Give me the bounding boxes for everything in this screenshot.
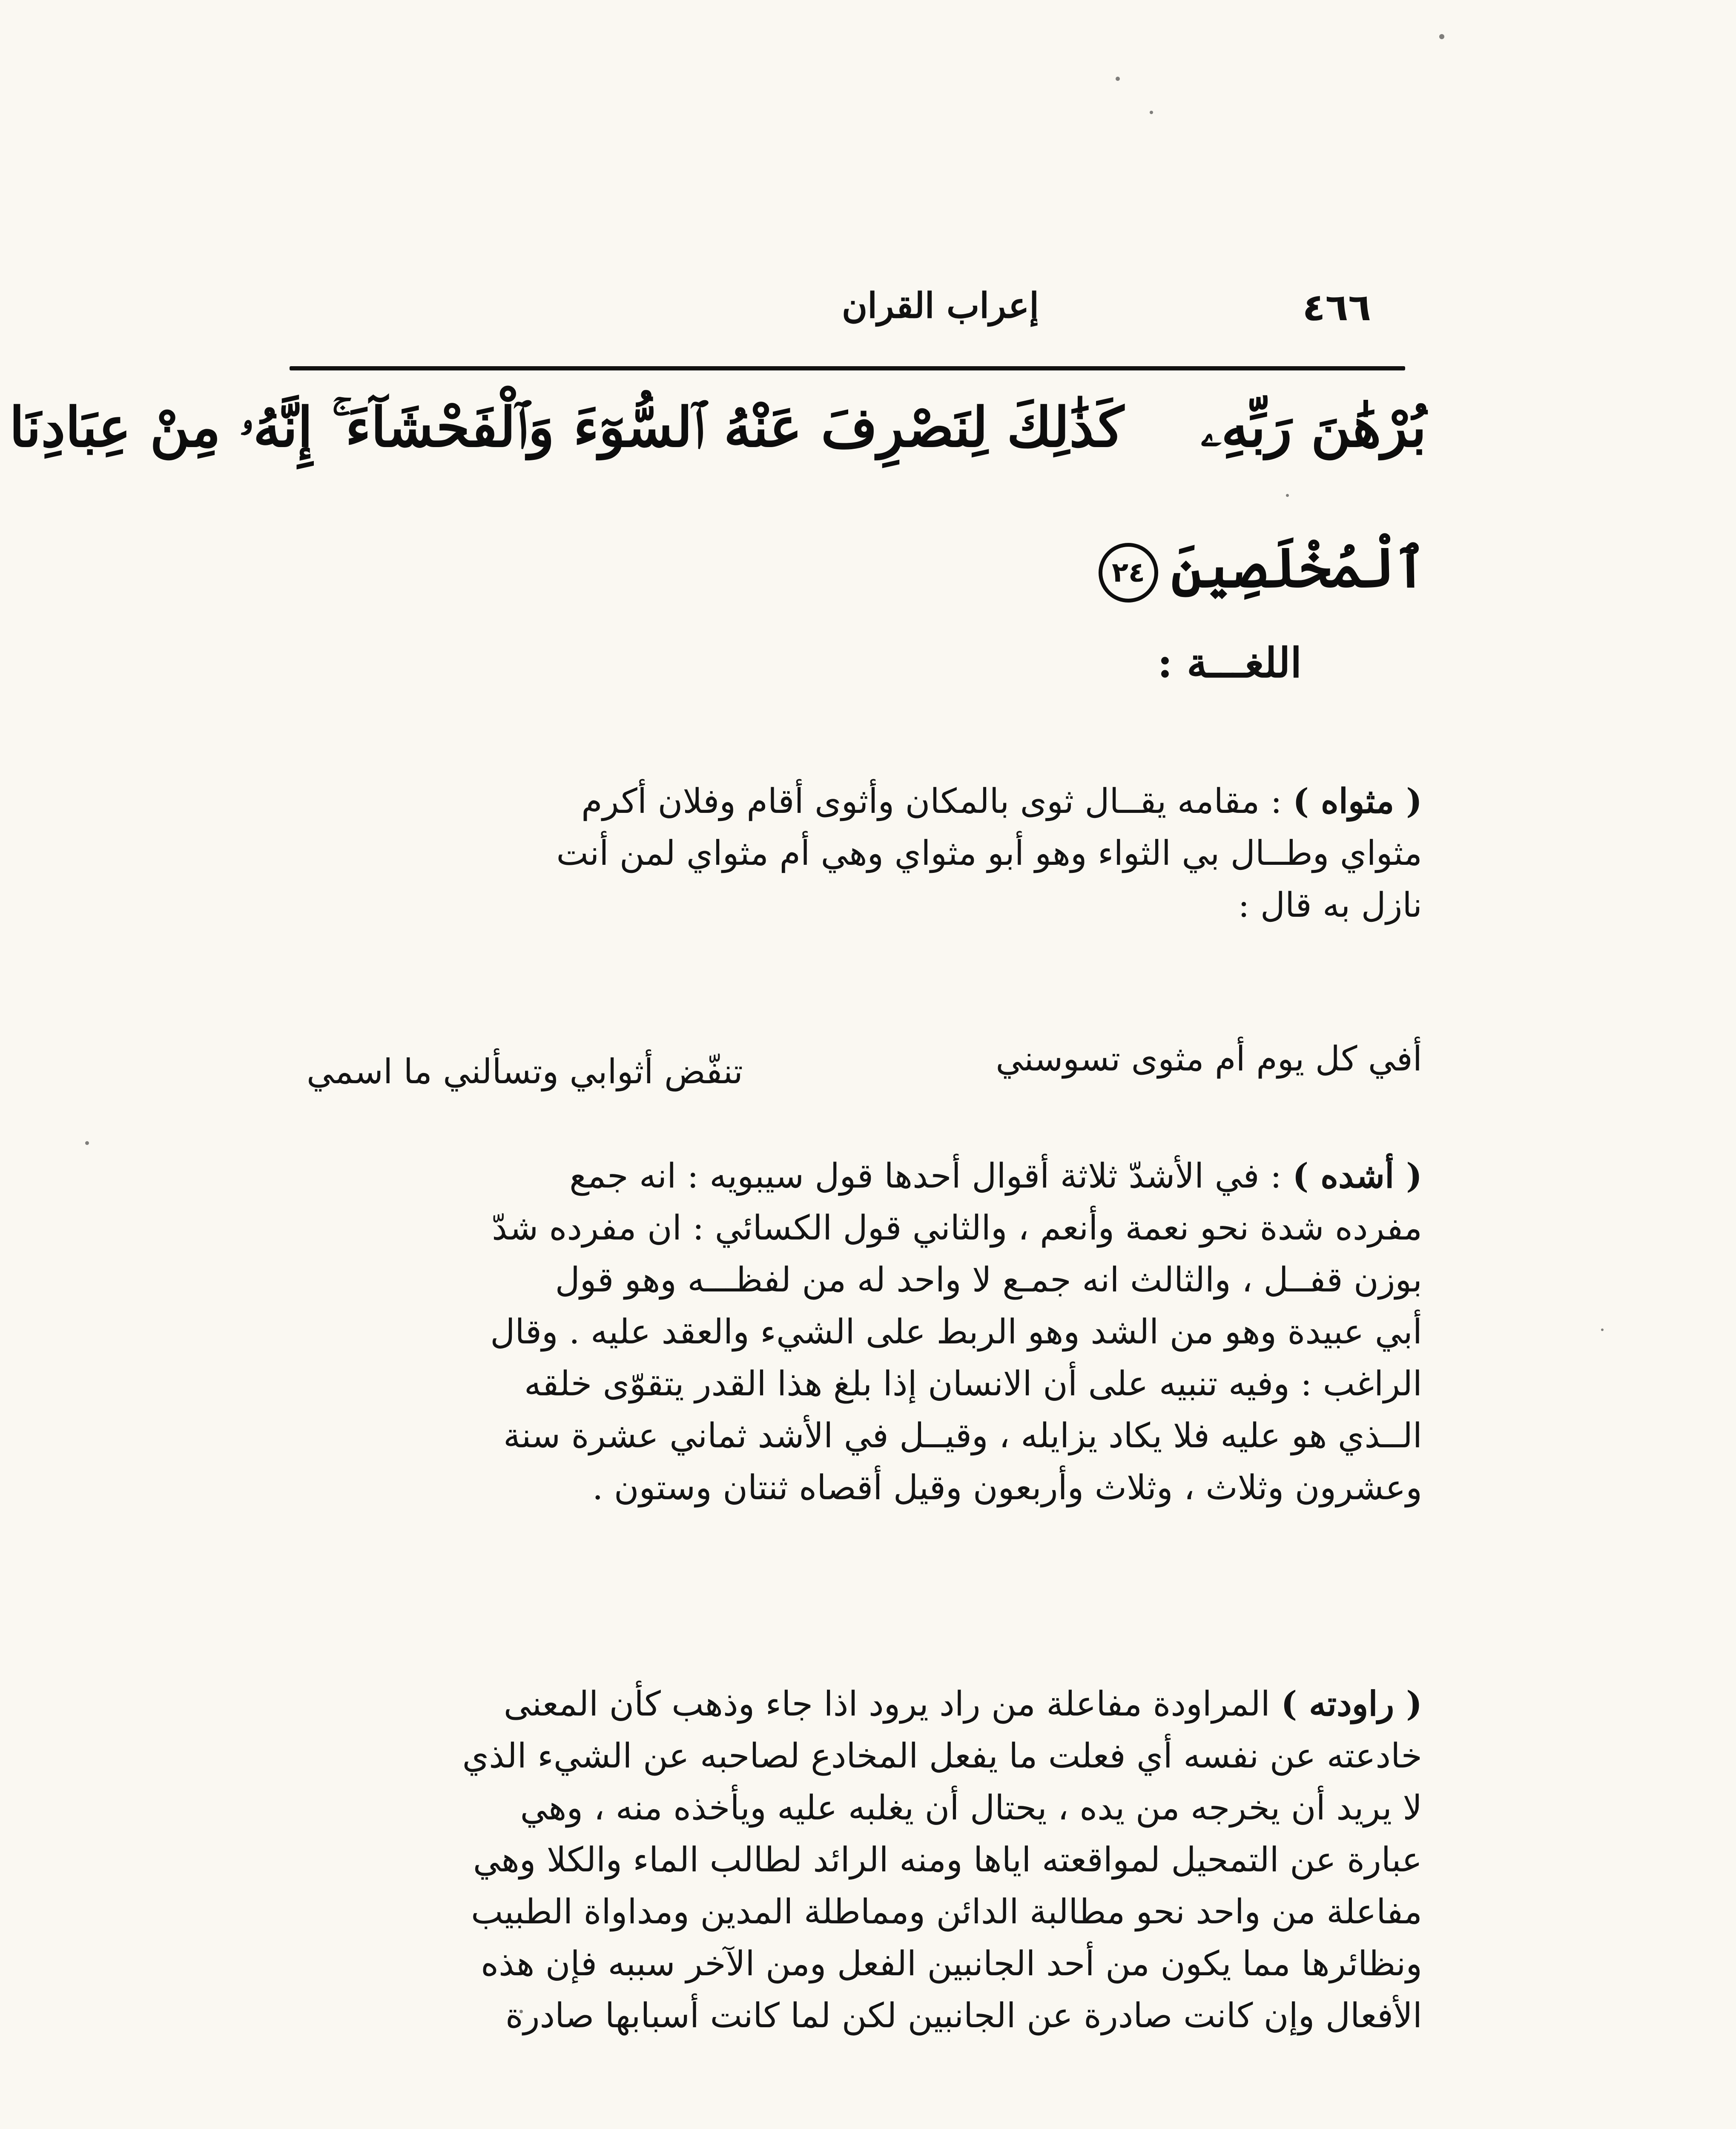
text-line: الراغب : وفيه تنبيه على أن الانسان إذا بلغ هذا القدر يتقوّى خلقه — [524, 1364, 1422, 1403]
text-line: مفرده شدة نحو نعمة وأنعم ، والثاني قول الكسائي : ان مفرده شدّ — [492, 1208, 1422, 1248]
scan-speckle — [1286, 494, 1289, 497]
text-line: لا يريد أن يخرجه من يده ، يحتال أن يغلبه عليه ويأخذه منه ، وهي — [520, 1788, 1422, 1828]
page-number: ٤٦٦ — [1302, 285, 1371, 329]
header-rule — [290, 366, 1405, 370]
verse-line-1 — [9, 396, 1426, 459]
text-line: عبارة عن التمحيل لمواقعته اياها ومنه الرائد لطالب الماء والكلا وهي — [473, 1840, 1422, 1879]
section-heading-language: اللغـــة : — [1157, 639, 1302, 687]
scan-speckle — [1439, 34, 1444, 39]
paragraph-rawad — [273, 1678, 1422, 2042]
scan-speckle — [85, 1141, 89, 1145]
text-line: ( مثواه ) : مقامه يقــال ثوى بالمكان وأثوى أقام وفلان أكرم — [581, 781, 1422, 821]
text-line: أبي عبيدة وهو من الشد وهو الربط على الشيء والعقد عليه . وقال — [490, 1312, 1422, 1351]
text-line: ( راودته ) المراودة مفاعلة من راد يرود اذا جاء وذهب كأن المعنى — [503, 1684, 1422, 1724]
term-rawad: ( راودته ) — [1281, 1684, 1422, 1724]
poem-verse — [273, 1039, 1422, 1099]
text-line: خادعته عن نفسه أي فعلت ما يفعل المخادع لصاحبه عن الشيء الذي — [462, 1736, 1422, 1776]
text-line: الأفعال وإن كانت صادرة عن الجانبين لكن لما كانت أسبابها صادرة — [505, 1996, 1422, 2035]
text-line: ونظائرها مما يكون من أحد الجانبين الفعل ومن الآخر سببه فإن هذه — [481, 1944, 1422, 1983]
verse-line-2 — [281, 536, 1426, 603]
verse-text-b: كَذَٰلِكَ لِنَصْرِفَ عَنْهُ ٱلسُّوٓءَ وَٱلْفَحْشَآءَ ۚ إِنَّهُۥ مِنْ عِبَادِنَا — [9, 396, 1124, 459]
paragraph-ashudd — [273, 1150, 1422, 1514]
scan-speckle — [1150, 111, 1153, 114]
text-line: بوزن قفــل ، والثالث انه جمـع لا واحد له من لفظـــه وهو قول — [555, 1260, 1422, 1300]
term-ashudd: ( أشده ) — [1292, 1156, 1422, 1196]
poem-hemistich-2: تنفّض أثوابي وتسألني ما اسمي — [307, 1052, 743, 1091]
text-line: الــذي هو عليه فلا يكاد يزايله ، وقيــل في الأشد ثماني عشرة سنة — [503, 1416, 1422, 1455]
verse-text-a: بُرْهَٰنَ رَبِّهِۦ — [1200, 396, 1426, 459]
text-line: وعشرون وثلاث ، وثلاث وأربعون وقيل أقصاه ثنتان وستون . — [592, 1468, 1422, 1507]
text-line: مثواي وطــال بي الثواء وهو أبو مثواي وهي أم مثواي لمن أنت — [556, 833, 1422, 873]
scan-speckle — [1601, 1328, 1604, 1331]
text-line: نازل به قال : — [1238, 885, 1422, 925]
text-line: ( أشده ) : في الأشدّ ثلاثة أقوال أحدها قول سيبويه : انه جمع — [569, 1156, 1422, 1196]
text-line: مفاعلة من واحد نحو مطالبة الدائن ومماطلة المدين ومداواة الطبيب — [471, 1892, 1422, 1931]
verse-number-medallion: ٢٤ — [1099, 543, 1158, 603]
scan-speckle — [1116, 77, 1120, 81]
page-header — [290, 281, 1371, 345]
paragraph-mathwa — [273, 775, 1422, 931]
poem-hemistich-1: أفي كل يوم أم مثوى تسوسني — [996, 1039, 1422, 1079]
running-title: إعراب القران — [842, 285, 1039, 326]
verse-text-c: ٱلْمُخْلَصِينَ — [1171, 536, 1426, 600]
term-mathwa: ( مثواه ) — [1293, 781, 1422, 821]
